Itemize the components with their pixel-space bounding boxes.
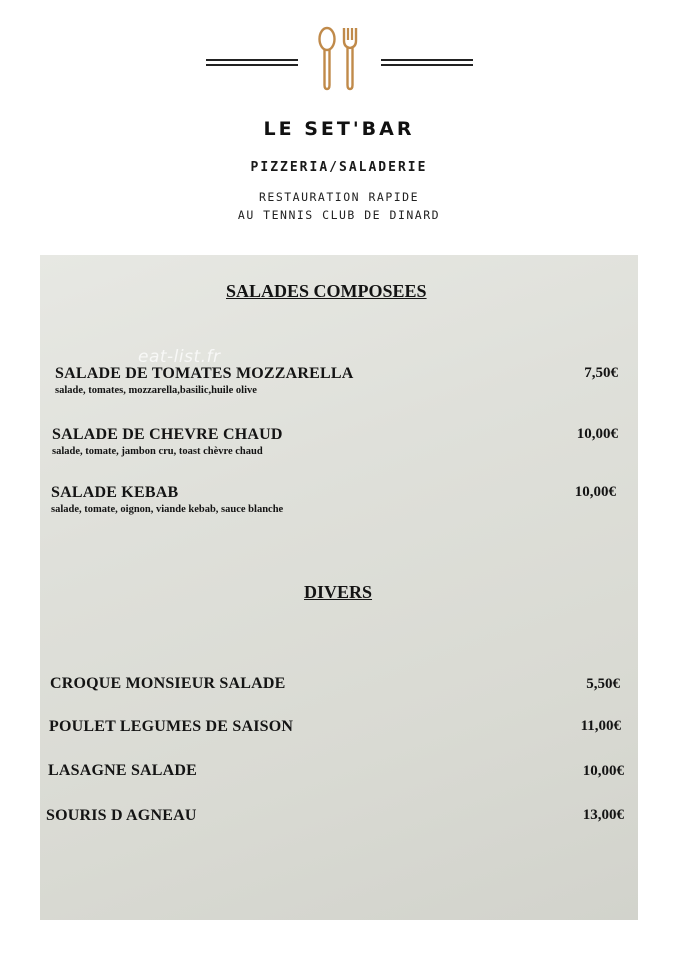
tagline-line1: RESTAURATION RAPIDE xyxy=(258,190,420,204)
item-price: 10,00€ xyxy=(574,484,616,500)
brand-subtitle: PIZZERIA/SALADERIE xyxy=(250,160,428,175)
item-price: 10,00€ xyxy=(582,763,624,779)
logo-rule-right xyxy=(381,59,473,66)
brand-name: LE SET'BAR xyxy=(263,118,415,140)
item-name: SALADE DE TOMATES MOZZARELLA xyxy=(55,365,354,382)
menu-item xyxy=(46,807,197,825)
item-name: SALADE KEBAB xyxy=(51,484,179,501)
section-title-divers: DIVERS xyxy=(304,582,373,602)
item-price: 7,50€ xyxy=(584,365,618,381)
logo-rule-left xyxy=(206,59,298,66)
menu-item xyxy=(48,762,197,780)
item-name: SALADE DE CHEVRE CHAUD xyxy=(52,426,283,443)
item-description: salade, tomate, oignon, viande kebab, sauce blanche xyxy=(51,504,284,515)
menu-item xyxy=(51,484,283,515)
menu-header xyxy=(0,0,678,250)
item-name: LASAGNE SALADE xyxy=(48,762,198,779)
menu-item xyxy=(49,718,293,736)
item-name: SOURIS D AGNEAU xyxy=(46,807,197,824)
item-name: POULET LEGUMES DE SAISON xyxy=(49,718,294,735)
item-description: salade, tomates, mozzarella,basilic,huile olive xyxy=(55,385,257,396)
item-price: 5,50€ xyxy=(586,676,620,692)
section-title-salades: SALADES COMPOSEES xyxy=(226,281,427,301)
spoon-fork-icon xyxy=(312,25,366,91)
menu-item xyxy=(55,365,354,396)
logo xyxy=(0,25,678,95)
item-price: 10,00€ xyxy=(576,426,618,442)
item-price: 13,00€ xyxy=(582,807,624,823)
watermark: eat-list.fr xyxy=(138,347,221,367)
menu-item xyxy=(52,426,283,457)
item-name: CROQUE MONSIEUR SALADE xyxy=(50,675,286,692)
tagline-line2: AU TENNIS CLUB DE DINARD xyxy=(237,208,441,222)
menu-photo xyxy=(40,255,638,920)
menu-item xyxy=(50,675,286,693)
item-price: 11,00€ xyxy=(580,718,621,734)
item-description: salade, tomate, jambon cru, toast chèvre chaud xyxy=(52,446,263,457)
